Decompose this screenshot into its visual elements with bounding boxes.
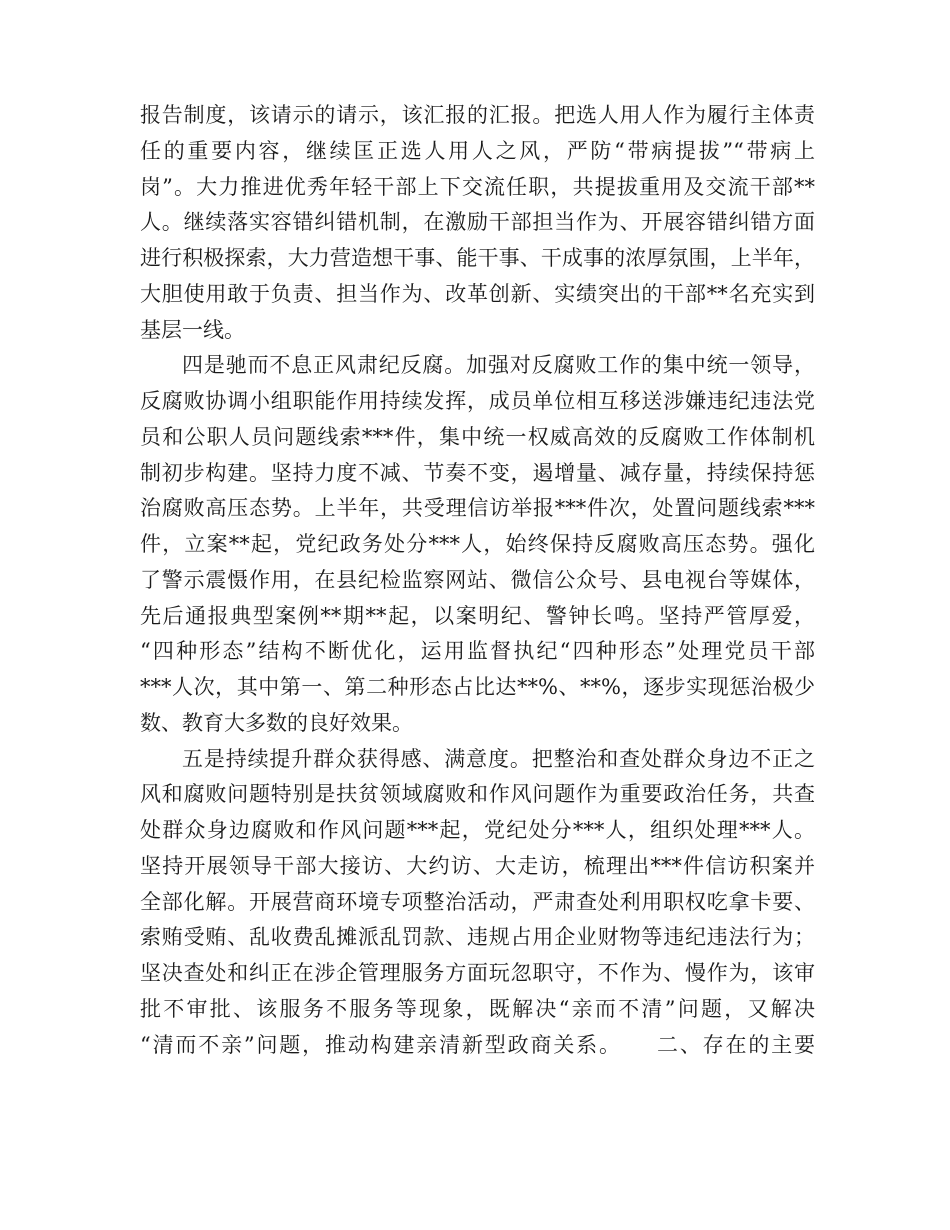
text-line: 件，立案**起，党纪政务处分***人，始终保持反腐败高压态势。强化	[140, 532, 815, 556]
text-line: 风和腐败问题特别是扶贫领域腐败和作风问题作为重要政治任务，共查	[140, 782, 815, 807]
document-body	[140, 98, 815, 1063]
text-line: 坚持开展领导干部大接访、大约访、大走访，梳理出***件信访积案并	[140, 853, 815, 878]
text-line: 了警示震慑作用，在县纪检监察网站、微信公众号、县电视台等媒体，	[140, 567, 815, 592]
text-line: 坚决查处和纠正在涉企管理服务方面玩忽职守，不作为、慢作为，该审	[140, 961, 815, 985]
text-line: 反腐败协调小组职能作用持续发挥，成员单位相互移送涉嫌违纪违法党	[140, 389, 815, 413]
text-line: 治腐败高压态势。上半年，共受理信访举报***件次，处置问题线索***	[140, 496, 815, 521]
text-line: 任的重要内容，继续匡正选人用人之风，严防“带病提拔”“带病上	[140, 138, 815, 163]
text-line: 员和公职人员问题线索***件，集中统一权威高效的反腐败工作体制机	[140, 424, 815, 449]
text-line: 全部化解。开展营商环境专项整治活动，严肃查处利用职权吃拿卡要、	[140, 889, 815, 914]
text-line: 索贿受贿、乱收费乱摊派乱罚款、违规占用企业财物等违纪违法行为；	[140, 925, 815, 950]
text-line: 批不审批、该服务不服务等现象，既解决“亲而不清”问题，又解决	[140, 996, 815, 1021]
text-line: 报告制度，该请示的请示，该汇报的汇报。把选人用人作为履行主体责	[140, 103, 815, 127]
text-line: 制初步构建。坚持力度不减、节奏不变，遏增量、减存量，持续保持惩	[140, 460, 815, 485]
paragraph-heading-line: 四是驰而不息正风肃纪反腐。加强对反腐败工作的集中统一领导，	[182, 353, 815, 378]
text-line: 大胆使用敢于负责、担当作为、改革创新、实绩突出的干部**名充实到	[140, 281, 815, 306]
text-line: “清而不亲”问题，推动构建亲清新型政商关系。 二、存在的主要	[140, 1032, 815, 1057]
text-line: ***人次，其中第一、第二种形态占比达**%、**%，逐步实现惩治极少	[140, 675, 815, 699]
text-line: 先后通报典型案例**期**起，以案明纪、警钟长鸣。坚持严管厚爱，	[140, 603, 815, 628]
paragraph-heading-line: 五是持续提升群众获得感、满意度。把整治和查处群众身边不正之	[182, 746, 815, 771]
text-line: 基层一线。	[140, 317, 245, 342]
text-line: 进行积极探索，大力营造想干事、能干事、干成事的浓厚氛围，上半年，	[140, 246, 815, 270]
text-line: “四种形态”结构不断优化，运用监督执纪“四种形态”处理党员干部	[140, 639, 815, 664]
text-line: 数、教育大多数的良好效果。	[140, 710, 413, 735]
text-line: 岗”。大力推进优秀年轻干部上下交流任职，共提拔重用及交流干部**	[140, 174, 815, 199]
text-line: 处群众身边腐败和作风问题***起，党纪处分***人，组织处理***人。	[140, 818, 815, 842]
text-line: 人。继续落实容错纠错机制，在激励干部担当作为、开展容错纠错方面	[140, 210, 815, 235]
